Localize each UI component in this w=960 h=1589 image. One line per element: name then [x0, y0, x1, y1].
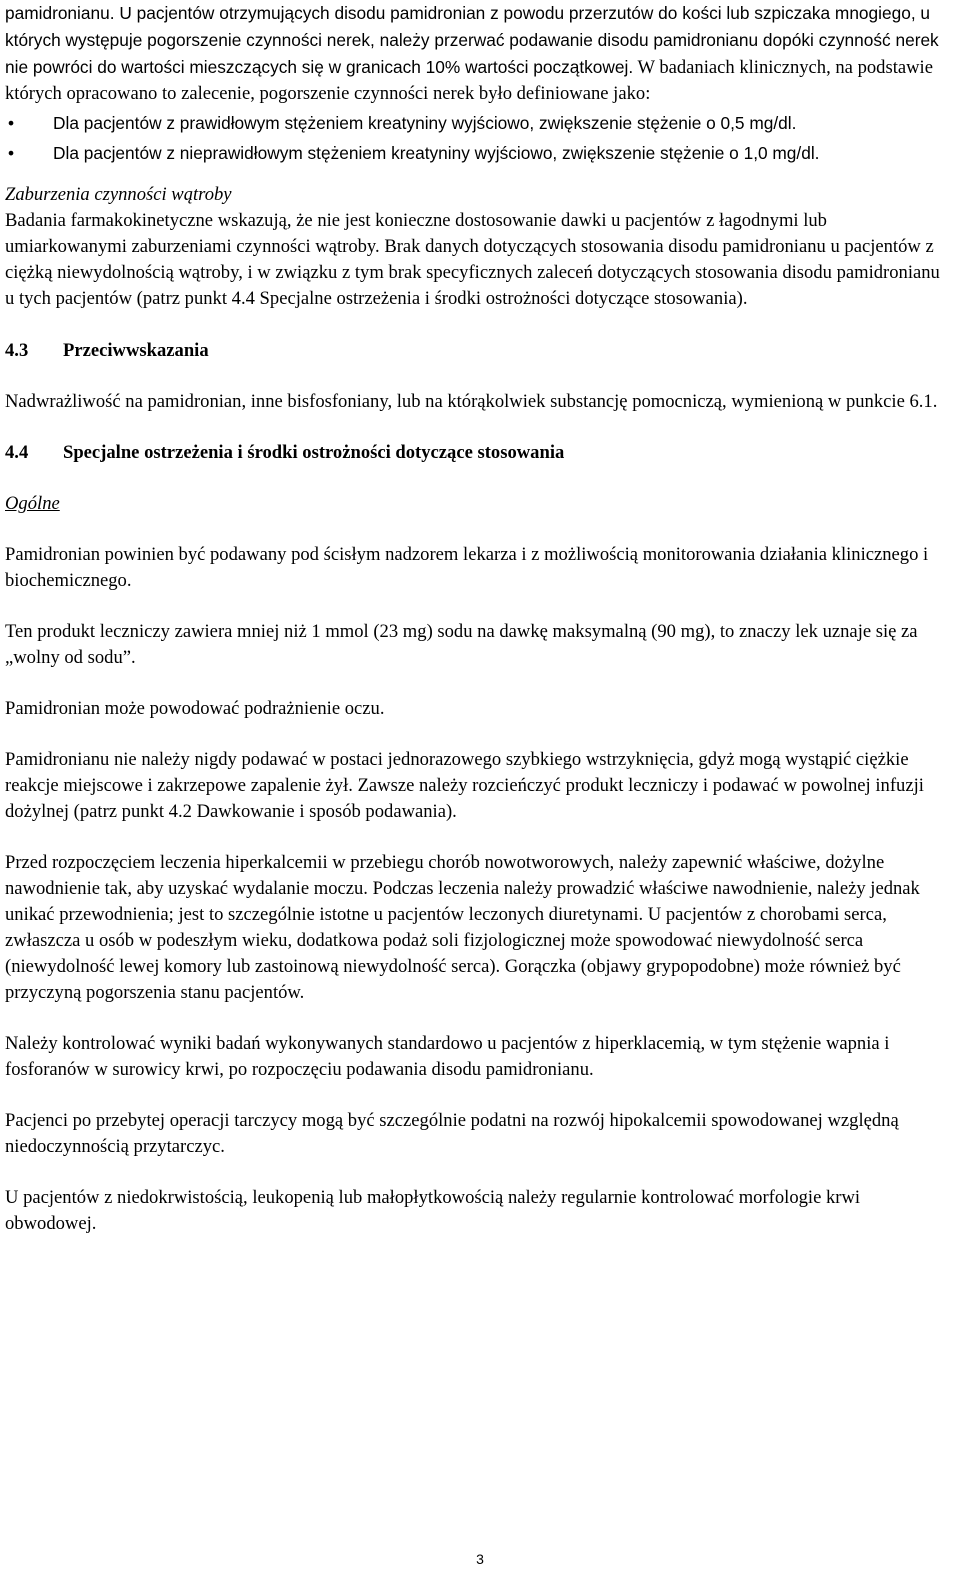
document-page: [5, 0, 953, 1237]
general-subheading: Ogólne: [5, 493, 60, 514]
paragraph: Pacjenci po przebytej operacji tarczycy mogą być szczególnie podatni na rozwój hipokalcemii spowodowanej względną niedoczynnością przytarczyc.: [5, 1110, 899, 1157]
bullet-icon: •: [8, 113, 15, 133]
section-heading-4-4: [5, 440, 953, 466]
section-number: 4.4: [5, 442, 29, 463]
list-item: [5, 110, 953, 136]
renal-criteria-list: [5, 110, 953, 166]
bullet-icon: •: [8, 143, 15, 163]
section-number: 4.3: [5, 340, 29, 361]
paragraph: Przed rozpoczęciem leczenia hiperkalcemii w przebiegu chorób nowotworowych, należy zapewnić właściwe, dożylne nawodnienie tak, aby uzyskać wydalanie moczu. Podczas leczenia należy prowadzić właściwe nawodnienie, należy jednak unikać przewodnienia; jest to szczególnie istotne u pacjentów leczonych diuretynami. U pacjentów z chorobami serca, zwłaszcza u osób w podeszłym wieku, dodatkowa podaż soli fizjologicznej może spowodować niewydolność serca (niewydolność lewej komory lub zastoinową niewydolność serca). Gorączka (objawy grypopodobne) może również być przyczyną pogorszenia stanu pacjentów.: [5, 852, 920, 1003]
list-item: [5, 140, 953, 166]
page-number: 3: [476, 1551, 484, 1567]
intro-text-serif: W badaniach klinicznych, na podstawie których opracowano to zalecenie, pogorszenie czynności nerek było definiowane jako:: [5, 57, 933, 104]
paragraph: Pamidronian może powodować podrażnienie oczu.: [5, 698, 385, 719]
intro-paragraph: [5, 0, 953, 107]
intro-text-sans: pamidronianu. U pacjentów otrzymujących disodu pamidronian z powodu przerzutów do kości lub szpiczaka mnogiego, u których występuje pogorszenie czynności nerek, należy przerwać podawanie disodu pamidronianu dopóki czynność nerek nie powróci do wartości mieszczących się w granicach 10% wartości początkowej.: [5, 3, 939, 77]
section-title: Specjalne ostrzeżenia i środki ostrożności dotyczące stosowania: [63, 442, 565, 463]
contraindications-paragraph: Nadwrażliwość na pamidronian, inne bisfosfoniany, lub na którąkolwiek substancję pomocniczą, wymienioną w punkcie 6.1.: [5, 391, 938, 412]
section-title: Przeciwwskazania: [63, 340, 209, 361]
paragraph: Ten produkt leczniczy zawiera mniej niż 1 mmol (23 mg) sodu na dawkę maksymalną (90 mg), to znaczy lek uznaje się za „wolny od sodu”.: [5, 621, 918, 668]
list-item-text: Dla pacjentów z nieprawidłowym stężeniem kreatyniny wyjściowo, zwiększenie stężenie o 1,0 mg/dl.: [53, 143, 820, 163]
liver-subheading: Zaburzenia czynności wątroby: [5, 184, 232, 205]
paragraph: Należy kontrolować wyniki badań wykonywanych standardowo u pacjentów z hiperklacemią, w tym stężenie wapnia i fosforanów w surowicy krwi, po rozpoczęciu podawania disodu pamidronianu.: [5, 1033, 890, 1080]
list-item-text: Dla pacjentów z prawidłowym stężeniem kreatyniny wyjściowo, zwiększenie stężenie o 0,5 mg/dl.: [53, 113, 797, 133]
liver-paragraph: Badania farmakokinetyczne wskazują, że nie jest konieczne dostosowanie dawki u pacjentów z łagodnymi lub umiarkowanymi zaburzeniami czynności wątroby. Brak danych dotyczących stosowania disodu pamidronianu u pacjentów z ciężką niewydolnością wątroby, i w związku z tym brak specyficznych zaleceń dotyczących stosowania disodu pamidronianu u tych pacjentów (patrz punkt 4.4 Specjalne ostrzeżenia i środki ostrożności dotyczące stosowania).: [5, 210, 940, 309]
paragraph: Pamidronian powinien być podawany pod ścisłym nadzorem lekarza i z możliwością monitorowania działania klinicznego i biochemicznego.: [5, 544, 929, 591]
section-heading-4-3: [5, 338, 953, 364]
paragraph: Pamidronianu nie należy nigdy podawać w postaci jednorazowego szybkiego wstrzyknięcia, gdyż mogą wystąpić ciężkie reakcje miejscowe i zakrzepowe zapalenie żył. Zawsze należy rozcieńczyć produkt leczniczy i podawać w powolnej infuzji dożylnej (patrz punkt 4.2 Dawkowanie i sposób podawania).: [5, 749, 924, 822]
paragraph: U pacjentów z niedokrwistością, leukopenią lub małopłytkowością należy regularnie kontrolować morfologie krwi obwodowej.: [5, 1187, 861, 1234]
